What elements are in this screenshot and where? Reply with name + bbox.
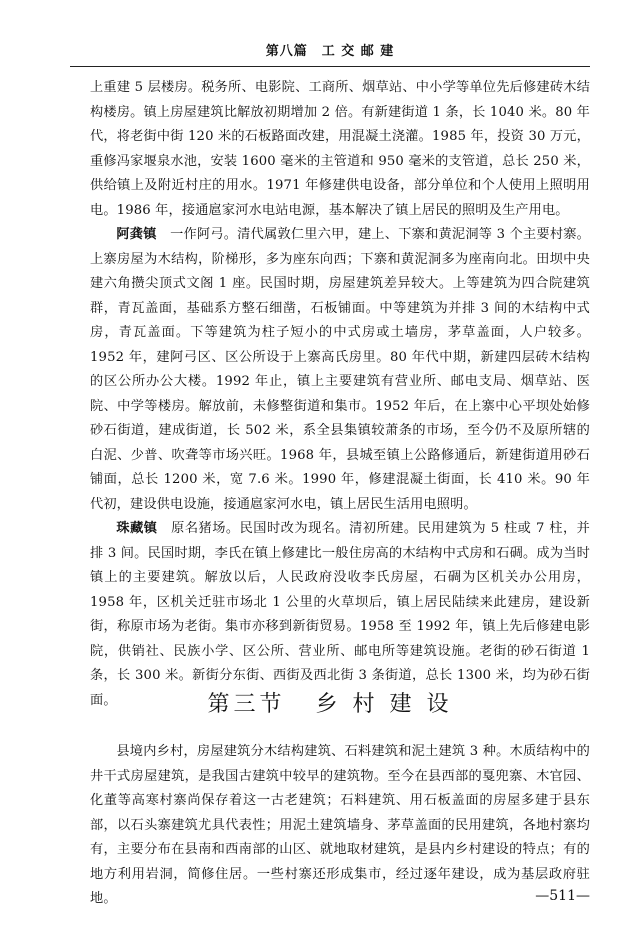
paragraph-agong xyxy=(90,223,590,517)
page-number: —511— xyxy=(535,888,590,904)
paragraph-continued: 上重建 5 层楼房。税务所、电影院、工商所、烟草站、中小学等单位先后修建砖木结构楼房。镇上房屋建筑比解放初期增加 2 倍。有新建街道 1 条，长 1040 米。80 年代，将老街中街 120 米的石板路面改建，用混凝土浇灌。1985 年，投资 30 万元，重修冯家堰泉水池，安装 1600 毫米的主管道和 950 毫米的支管道，总长 250 米，供给镇上及附近村庄的用水。1971 年修建供电设备，部分单位和个人使用上照明用电。1986 年，接通扈家河水电站电源，基本解决了镇上居民的照明及生产用电。 xyxy=(90,80,590,218)
paragraph-agong-text: 一作阿弓。清代属敦仁里六甲，建上、下寨和黄泥洞等 3 个主要村寨。上寨房屋为木结构，阶梯形，多为座东向西；下寨和黄泥洞多为座南向北。田坝中央建六角攒尖顶式文阁 1 座。民国时期，房屋建筑差异较大。上等建筑为四合院建筑群，青瓦盖面，基础系方整石细凿，石板铺面。中等建筑为并排 3 间的木结构中式房，青瓦盖面。下等建筑为柱子短小的中式房或土墙房，茅草盖面，人户较多。1952 年，建阿弓区、区公所设于上寨高氏房里。80 年代中期，新建四层砖木结构的区公所办公大楼。1992 年止，镇上主要建筑有营业所、邮电支局、烟草站、医院、中学等楼房。解放前，未修整街道和集市。1952 年后，在上寨中心平坝处始修砂石街道，建成街道，长 502 米，系全县集镇较萧条的市场，至今仍不及原所辖的白泥、少普、吹聋等市场兴旺。1968 年，县城至镇上公路修通后，新建街道用砂石铺面，总长 1200 米，宽 7.6 米。1990 年，修建混凝土街面，长 410 米。90 年代初，建设供电设施，接通扈家河水电，镇上居民生活用电照明。 xyxy=(90,227,590,512)
section-name: 乡 村 建 设 xyxy=(315,692,453,717)
paragraph-zhuzang xyxy=(90,517,590,713)
paragraph-zhuzang-text: 原名猪场。民国时改为现名。清初所建。民用建筑为 5 柱或 7 柱，并排 3 间。民国时期，李氏在镇上修建比一般住房高的木结构中式房和石碉。成为当时镇上的主要建筑。解放以后，人民政府没收李氏房屋，石碉为区机关办公用房，1958 年，区机关迁驻市场北 1 公里的火草坝后，镇上居民陆续来此建房，建设新街，称原市场为老街。集市亦移到新街贸易。1958 至 1992 年，镇上先后修建电影院，供销社、民族小学、区公所、营业所、邮电所等建筑设施。老街的砂石街道 1 条，长 300 米。新街分东街、西街及西北街 3 条街道，总长 1300 米，均为砂石街面。 xyxy=(90,521,591,708)
running-header: 第八篇 工 交 邮 建 xyxy=(70,38,590,67)
section-number: 第三节 xyxy=(207,692,286,717)
section-body xyxy=(90,76,590,713)
section-three-body xyxy=(90,740,590,912)
section-heading xyxy=(70,688,590,722)
paragraph-rural: 县境内乡村，房屋建筑分木结构建筑、石料建筑和泥土建筑 3 种。木质结构中的井干式房屋建筑，是我国古建筑中较早的建筑物。至今在县西部的戛兜寨、木官园、化董等高寒村寨尚保存着这一古老建筑；石料建筑、用石板盖面的房屋多建于县东部，以石头寨建筑尤具代表性；用泥土建筑墙身、茅草盖面的民用建筑，各地村寨均有，主要分布在县南和西南部的山区、就地取材建筑，是县内乡村建设的特点；有的地方利用岩洞，简修住居。一些村寨还形成集市，经过逐年建设，成为基层政府驻地。 xyxy=(90,744,590,906)
town-name-agong: 阿龚镇 xyxy=(116,227,157,242)
town-name-zhuzang: 珠藏镇 xyxy=(116,521,158,536)
